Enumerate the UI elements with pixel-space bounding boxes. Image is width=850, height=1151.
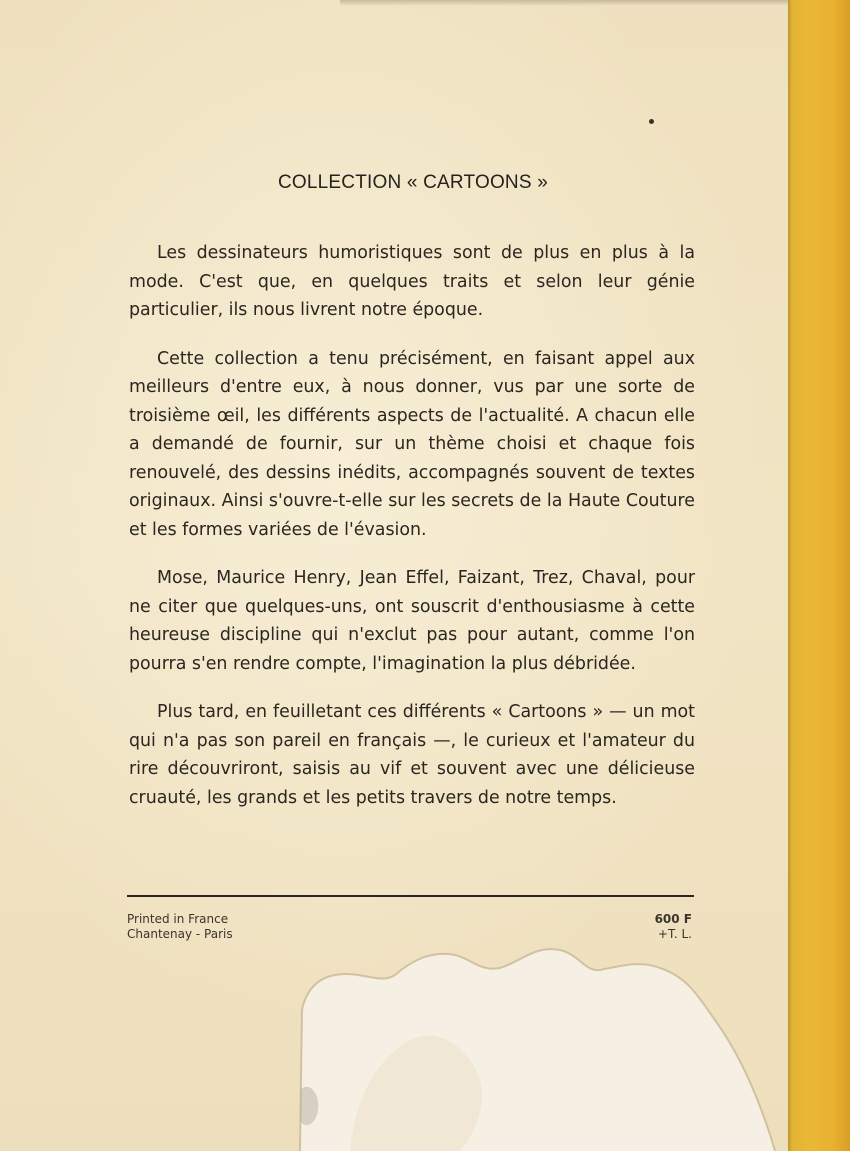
yellow-spine-strip — [788, 0, 850, 1151]
collection-title: COLLECTION « CARTOONS » — [278, 172, 548, 193]
paragraph-4: Plus tard, en feuilletant ces différents « Cartoons » — un mot qui n'a pas son pareil en français —, le curieux et l'amateur du rire découvriront, saisis au vif et souvent avec une délicieuse cruauté, les grands et les petits travers de notre temps. — [129, 702, 695, 808]
spine-shadow — [788, 0, 792, 1151]
paragraph-1: Les dessinateurs humoristiques sont de plus en plus à la mode. C'est que, en quelques traits et selon leur génie particulier, ils nous livrent notre époque. — [129, 243, 695, 320]
paragraph-2: Cette collection a tenu précisément, en faisant appel aux meilleurs d'entre eux, à nous donner, vus par une sorte de troisième œil, les différents aspects de l'actualité. A chacun elle a demandé de fournir, sur un thème choisi et chaque fois renouvelé, des dessins inédits, accompagnés souvent de textes originaux. Ainsi s'ouvre-t-elle sur les secrets de la Haute Couture et les formes variées de l'évasion. — [129, 348, 695, 540]
imprint-printer: Chantenay - Paris — [127, 927, 233, 941]
paragraph-3: Mose, Maurice Henry, Jean Effel, Faizant, Trez, Chaval, pour ne citer que quelques-uns, ont souscrit d'enthousiasme à cette heureuse discipline qui n'exclut pas pour autant, comme l'on pourra s'en rendre compte, l'imagination la plus débridée. — [129, 568, 695, 674]
price-amount: 600 F — [654, 912, 692, 926]
imprint-country: Printed in France — [127, 912, 229, 926]
price-tax: +T. L. — [657, 927, 692, 941]
